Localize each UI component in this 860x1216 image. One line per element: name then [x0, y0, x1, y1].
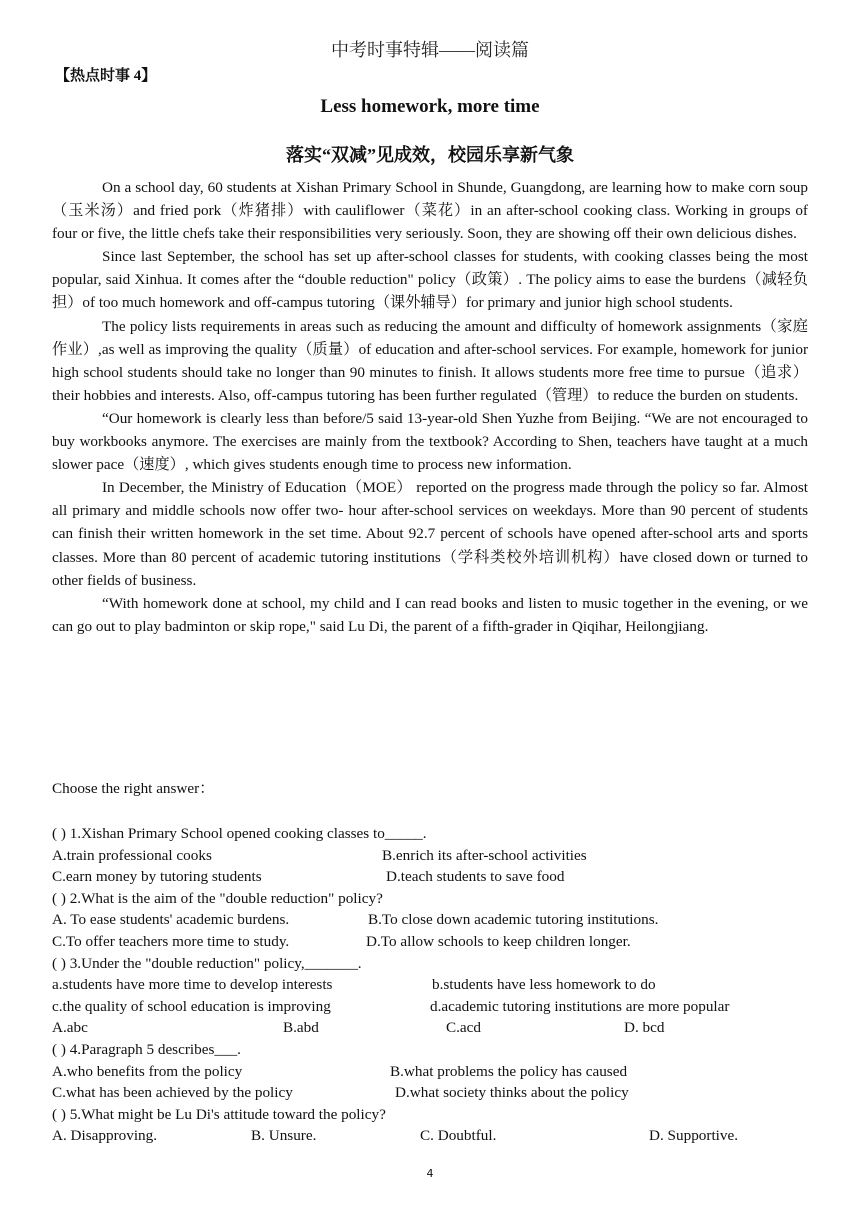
option-row — [52, 909, 812, 931]
paragraph-1: On a school day, 60 students at Xishan Primary School in Shunde, Guangdong, are learning how to make corn soup（玉米汤）and fried pork（炸猪排）with cauliflower（菜花）in an after-school cooking class. Working in groups of four or five, the little chefs take their responsibilities very seriously. Soon, they are showing off their own delicious dishes. — [52, 179, 808, 243]
option: B.enrich its after-school activities — [382, 846, 587, 864]
question-list — [52, 823, 812, 1147]
paragraph-5: In December, the Ministry of Education（MOE） reported on the progress made through the policy so far. Almost all primary and middle schools now offer two- hour after-school services on weekdays. More than 90 percent of students can finish their written homework in the set time. About 92.7 percent of schools have opened after-school arts and sports classes. More than 80 percent of academic tutoring institutions（学科类校外培训机构）have closed down or turned to other fields of business. — [52, 479, 808, 589]
option: A.train professional cooks — [52, 846, 212, 864]
option: B.To close down academic tutoring institutions. — [368, 911, 659, 929]
option: B.what problems the policy has caused — [390, 1062, 628, 1080]
question-stem — [52, 823, 812, 845]
option: A. Disapproving. — [52, 1127, 158, 1145]
paragraph-4: “Our homework is clearly less than before/5 said 13-year-old Shen Yuzhe from Beijing. “We are not encouraged to buy workbooks anymore. The exercises are mainly from the textbook? According to Shen, teachers have taught at a much slower pace（速度）, which gives students enough time to process new information. — [52, 409, 808, 474]
question-2-stem: ( ) 2.What is the aim of the "double reduction" policy? — [52, 889, 383, 907]
option: a.students have more time to develop interests — [52, 976, 333, 994]
option-row — [52, 996, 812, 1018]
question-4-stem: ( ) 4.Paragraph 5 describes___. — [52, 1040, 241, 1058]
question-stem — [52, 1039, 812, 1061]
question-1-stem: ( ) 1.Xishan Primary School opened cooking classes to_____. — [52, 825, 427, 842]
question-instruction: Choose the right answer： — [52, 780, 215, 797]
question-stem — [52, 888, 812, 910]
page-number: 4 — [426, 1167, 434, 1180]
paragraph-6: “With homework done at school, my child and I can read books and listen to music together in the evening, or we can go out to play badminton or skip rope," said Lu Di, the parent of a fifth-grader in Qiqihar, Heilongjiang. — [52, 594, 808, 635]
option: C.earn money by tutoring students — [52, 868, 262, 886]
option: D.what society thinks about the policy — [395, 1084, 629, 1102]
option: C. Doubtful. — [420, 1127, 497, 1145]
option-row — [52, 1061, 812, 1083]
option-row — [52, 845, 812, 867]
option-row — [52, 931, 812, 953]
option-row — [52, 1017, 812, 1039]
question-stem — [52, 1104, 812, 1126]
option: D.To allow schools to keep children longer. — [366, 932, 631, 950]
option: B. Unsure. — [251, 1127, 317, 1145]
option: b.students have less homework to do — [432, 976, 656, 994]
option: A. To ease students' academic burdens. — [52, 911, 290, 929]
article-body — [52, 176, 808, 638]
option: B.abd — [283, 1019, 319, 1037]
option-row — [52, 1082, 812, 1104]
article-subtitle: 落实“双减”见成效，校园乐享新气象 — [286, 145, 574, 165]
question-3-stem: ( ) 3.Under the "double reduction" policy,_______. — [52, 954, 362, 972]
paragraph-3: The policy lists requirements in areas such as reducing the amount and difficulty of homework assignments（家庭作业）,as well as improving the quality（质量）of education and after-school services. For example, homework for junior high school students should take no longer than 90 minutes to finish. It allows students more free time to pursue（追求）their hobbies and interests. Also, off-campus tutoring has been further regulated（管理）to reduce the burden on students. — [52, 317, 808, 404]
option: A.who benefits from the policy — [52, 1062, 243, 1080]
option-row — [52, 1125, 812, 1147]
option: C.To offer teachers more time to study. — [52, 932, 290, 950]
article-title: Less homework, more time — [320, 96, 540, 117]
option: C.what has been achieved by the policy — [52, 1084, 293, 1102]
option: c.the quality of school education is improving — [52, 997, 331, 1015]
paragraph-2: Since last September, the school has set up after-school classes for students, with cooking classes being the most popular, said Xinhua. It comes after the “double reduction" policy（政策）. The policy aims to ease the burdens（减轻负担）of too much homework and off-campus tutoring（课外辅导）for primary and junior high school students. — [52, 248, 808, 312]
option: d.academic tutoring institutions are more popular — [430, 997, 730, 1015]
option: C.acd — [446, 1019, 482, 1037]
page-header: 中考时事特辑——阅读篇 — [331, 40, 529, 60]
question-stem — [52, 953, 812, 975]
option: D.teach students to save food — [386, 868, 565, 886]
question-5-stem: ( ) 5.What might be Lu Di's attitude toward the policy? — [52, 1105, 386, 1123]
option-row — [52, 974, 812, 996]
option-row — [52, 866, 812, 888]
option: A.abc — [52, 1019, 88, 1037]
option: D. Supportive. — [649, 1127, 739, 1145]
topic-tag: 【热点时事 4】 — [55, 68, 157, 84]
option: D. bcd — [624, 1019, 665, 1037]
